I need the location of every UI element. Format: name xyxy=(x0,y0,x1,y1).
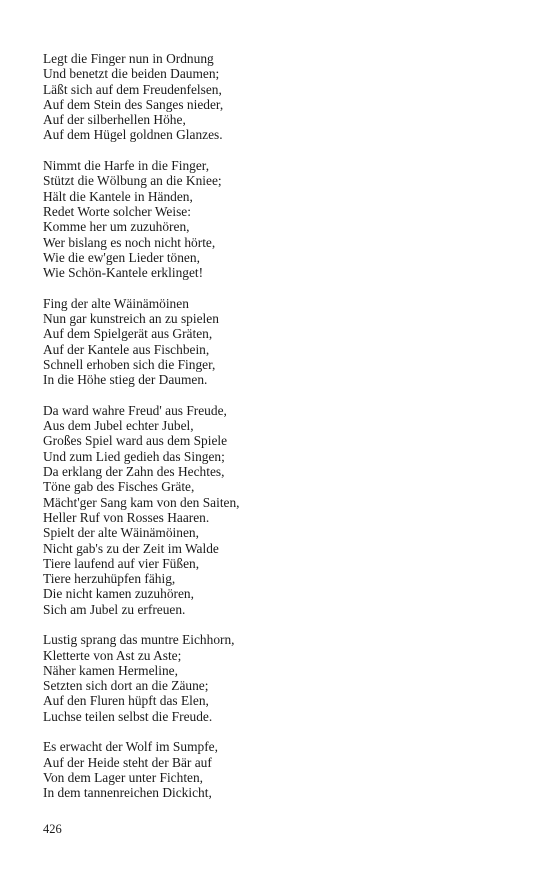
verse-line: Von dem Lager unter Fichten, xyxy=(43,769,204,785)
stanza xyxy=(43,51,513,143)
verse-line: Setzten sich dort an die Zäune; xyxy=(43,678,209,694)
verse-line: Lustig sprang das muntre Eichhorn, xyxy=(43,632,235,648)
verse-line: Wie die ew'gen Lieder tönen, xyxy=(43,249,200,265)
verse-line: Großes Spiel ward aus dem Spiele xyxy=(43,433,228,449)
verse-line: Da erklang der Zahn des Hechtes, xyxy=(43,464,225,480)
page-number: 426 xyxy=(43,822,62,836)
verse-line: Es erwacht der Wolf im Sumpfe, xyxy=(43,739,218,755)
stanza xyxy=(43,739,513,800)
stanza xyxy=(43,632,513,724)
verse-line: Heller Ruf von Rosses Haaren. xyxy=(43,509,210,525)
verse-line: Fing der alte Wäinämöinen xyxy=(43,295,189,311)
verse-line: Wie Schön-Kantele erklinget! xyxy=(43,265,204,281)
poem-text xyxy=(43,51,513,816)
stanza xyxy=(43,158,513,280)
verse-line: Wer bislang es noch nicht hörte, xyxy=(43,234,216,250)
verse-line: Töne gab des Fisches Gräte, xyxy=(43,479,195,495)
verse-line: Tiere laufend auf vier Füßen, xyxy=(43,555,200,571)
verse-line: Auf dem Hügel goldnen Glanzes. xyxy=(43,127,223,143)
verse-line: Nimmt die Harfe in die Finger, xyxy=(43,158,210,174)
verse-line: Legt die Finger nun in Ordnung xyxy=(43,51,214,66)
verse-line: Tiere herzuhüpfen fähig, xyxy=(43,571,176,587)
stanza xyxy=(43,296,513,388)
verse-line: In dem tannenreichen Dickicht, xyxy=(43,785,212,801)
verse-line: In die Höhe stieg der Daumen. xyxy=(43,372,208,388)
verse-line: Die nicht kamen zuzuhören, xyxy=(43,586,194,602)
verse-line: Kletterte von Ast zu Aste; xyxy=(43,647,182,663)
verse-line: Aus dem Jubel echter Jubel, xyxy=(43,418,194,434)
verse-line: Näher kamen Hermeline, xyxy=(43,662,178,678)
verse-line: Auf der silberhellen Höhe, xyxy=(43,112,186,128)
verse-line: Läßt sich auf dem Freudenfelsen, xyxy=(43,81,222,97)
verse-line: Hält die Kantele in Händen, xyxy=(43,188,193,204)
verse-line: Komme her um zuzuhören, xyxy=(43,219,190,235)
verse-line: Nun gar kunstreich an zu spielen xyxy=(43,311,219,327)
verse-line: Nicht gab's zu der Zeit im Walde xyxy=(43,540,219,556)
verse-line: Luchse teilen selbst die Freude. xyxy=(43,708,213,724)
verse-line: Schnell erhoben sich die Finger, xyxy=(43,356,216,372)
verse-line: Und zum Lied gedieh das Singen; xyxy=(43,448,225,464)
verse-line: Und benetzt die beiden Daumen; xyxy=(43,66,220,82)
verse-line: Spielt der alte Wäinämöinen, xyxy=(43,525,199,541)
verse-line: Auf der Heide steht der Bär auf xyxy=(43,754,212,770)
verse-line: Stützt die Wölbung an die Kniee; xyxy=(43,173,222,189)
verse-line: Da ward wahre Freud' aus Freude, xyxy=(43,402,227,418)
verse-line: Mächt'ger Sang kam von den Saiten, xyxy=(43,494,240,510)
stanza xyxy=(43,403,513,617)
verse-line: Redet Worte solcher Weise: xyxy=(43,203,191,219)
verse-line: Auf dem Spielgerät aus Gräten, xyxy=(43,326,213,342)
verse-line: Auf dem Stein des Sanges nieder, xyxy=(43,96,224,112)
verse-line: Sich am Jubel zu erfreuen. xyxy=(43,601,186,617)
verse-line: Auf der Kantele aus Fischbein, xyxy=(43,341,210,357)
verse-line: Auf den Fluren hüpft das Elen, xyxy=(43,693,209,709)
